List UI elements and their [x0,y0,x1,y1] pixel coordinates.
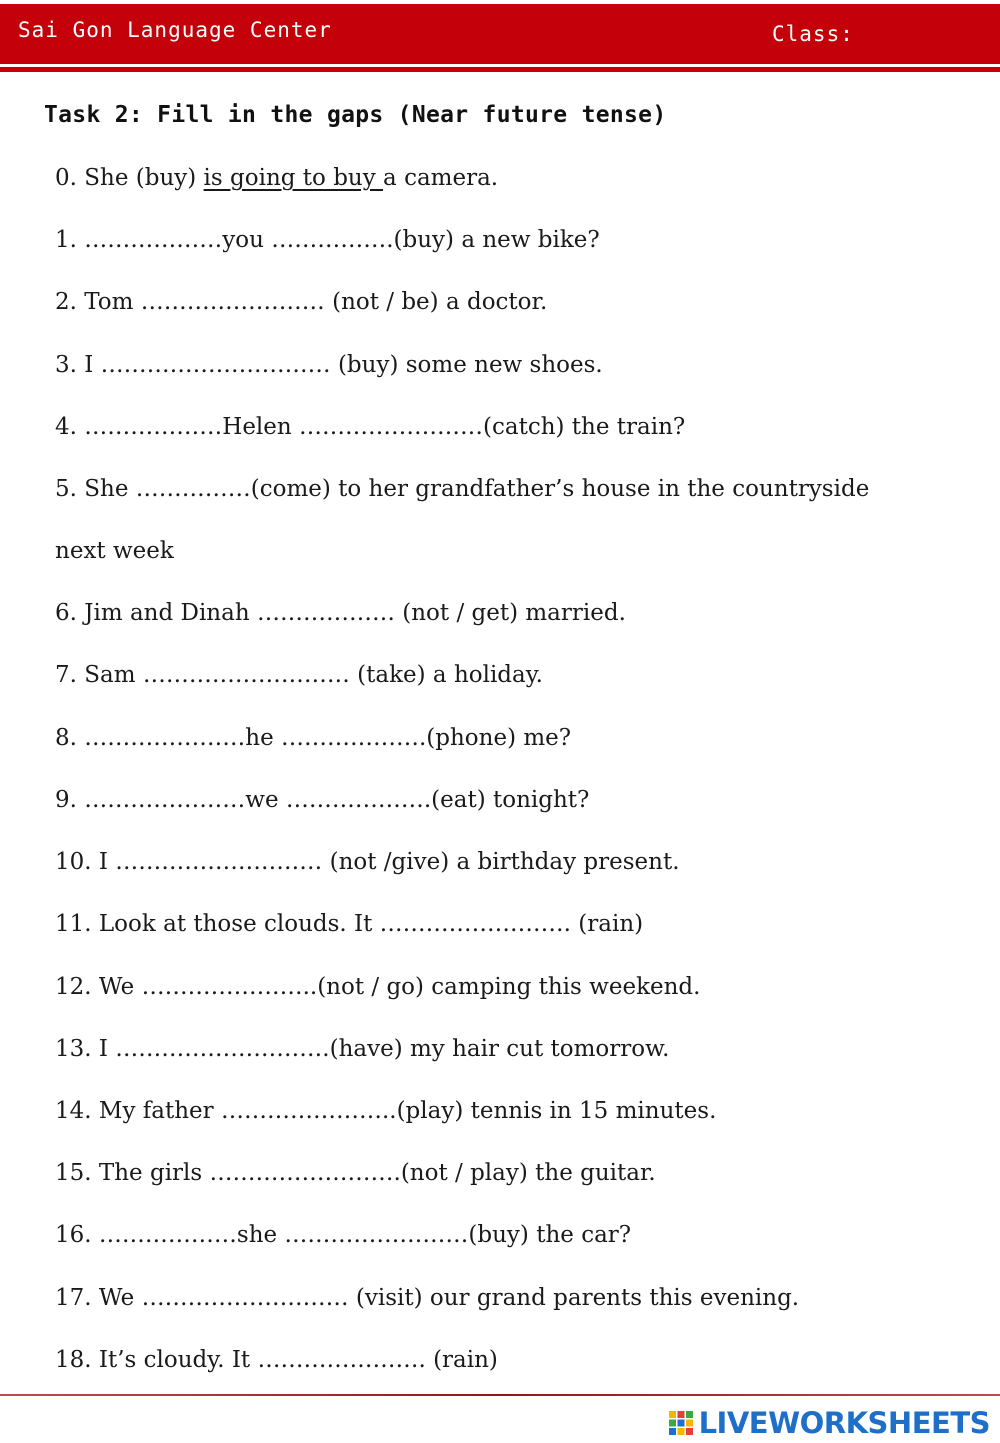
exercise-line: 9. …………………we ……………….(eat) tonight? [55,787,590,813]
exercise-line: 6. Jim and Dinah ……………… (not / get) married. [55,600,626,626]
liveworksheets-logo-icon [669,1411,693,1435]
exercise-line: 10. I ……………………… (not /give) a birthday present. [55,849,680,875]
example-answer: is going to buy [203,165,384,191]
class-label: Class: [772,22,854,46]
header-rule [0,67,1000,72]
exercise-line: 18. It’s cloudy. It …………………. (rain) [55,1347,498,1373]
liveworksheets-brand[interactable] [669,1406,990,1440]
exercise-line: 12. We …………………..(not / go) camping this weekend. [55,974,701,1000]
exercise-line: 15. The girls …………………….(not / play) the guitar. [55,1160,656,1186]
exercise-line: 14. My father …………………..(play) tennis in 15 minutes. [55,1098,717,1124]
footer-rule [0,1394,1000,1396]
exercise-line: 3. I ………………………… (buy) some new shoes. [55,352,603,378]
example-prefix: 0. She (buy) [55,165,204,191]
exercise-line: 5. She ……………(come) to her grandfather’s house in the countryside [55,476,870,502]
exercise-line: 11. Look at those clouds. It ……………………. (rain) [55,911,644,937]
exercise-line: 17. We ……………………… (visit) our grand parents this evening. [55,1285,800,1311]
brand-name: LIVEWORKSHEETS [698,1406,990,1440]
exercise-line: 4. ………………Helen ……………………(catch) the train? [55,414,686,440]
task-title: Task 2: Fill in the gaps (Near future tense) [44,102,667,128]
example-suffix: a camera. [383,165,499,191]
exercise-line: 1. ………………you …………….(buy) a new bike? [55,227,600,253]
center-name: Sai Gon Language Center [18,18,332,42]
exercise-line: 2. Tom …………………… (not / be) a doctor. [55,289,548,315]
exercise-line: 7. Sam ……………………… (take) a holiday. [55,662,543,688]
example-line [55,163,498,193]
exercise-line: 8. …………………he ……………….(phone) me? [55,725,572,751]
exercise-line: 13. I ……………………….(have) my hair cut tomorrow. [55,1036,670,1062]
exercise-line-continuation: next week [55,538,174,564]
exercise-line: 16. ………………she ……………………(buy) the car? [55,1222,632,1248]
